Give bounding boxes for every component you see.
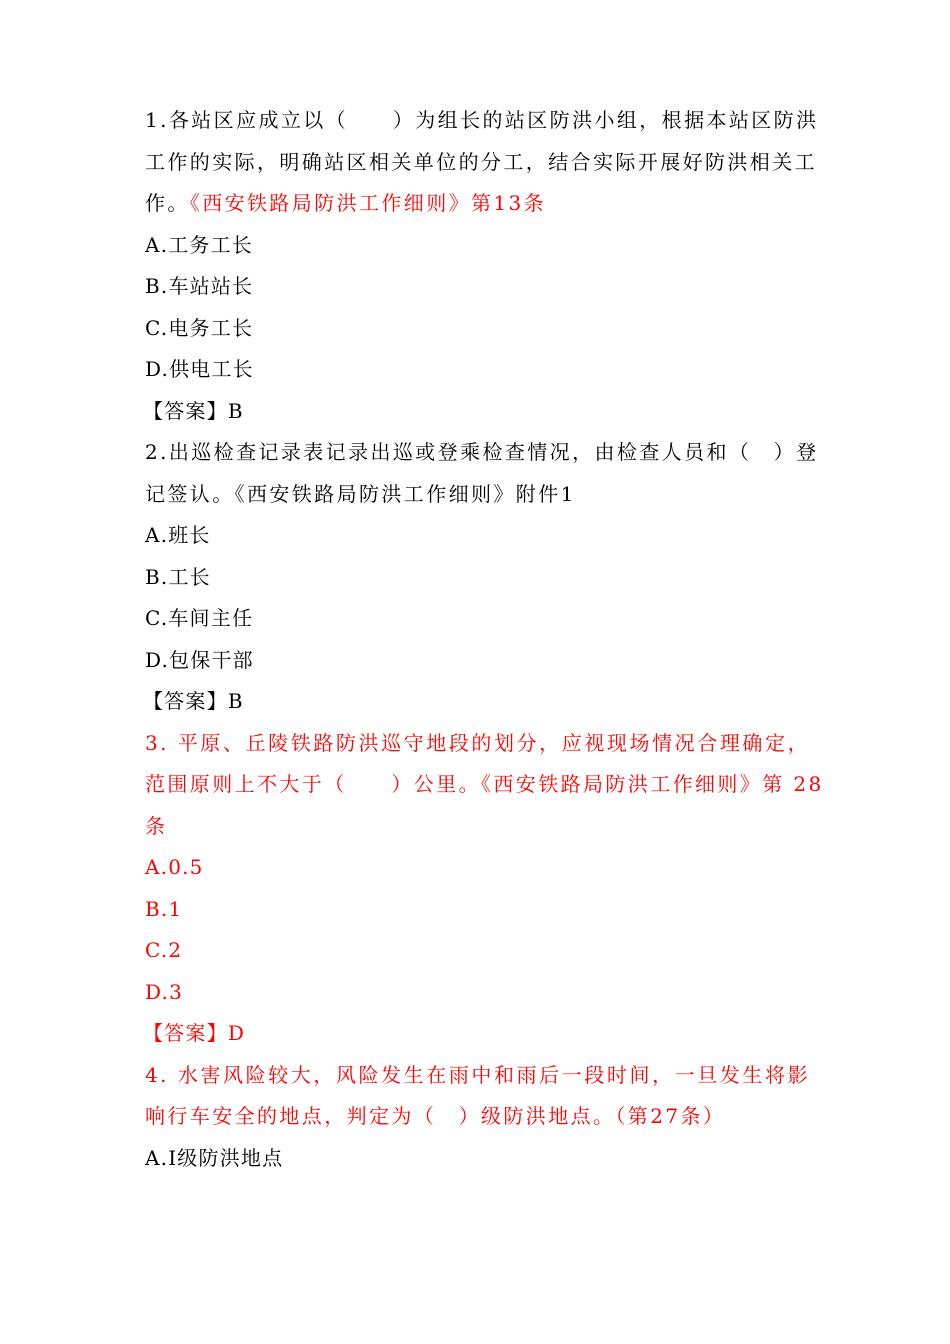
document-page (143, 100, 824, 1179)
answer-line (143, 391, 810, 433)
answer-line (143, 1013, 810, 1055)
answer-value: D (227, 1021, 246, 1045)
question-text-line: 2.出巡检查记录表记录出巡或登乘检查情况，由检查人员和（ ）登 (145, 440, 819, 464)
option-b: B.车站站长 (145, 274, 254, 298)
option-a: A.班长 (145, 523, 211, 547)
question-text-line: 1.各站区应成立以（ ）为组长的站区防洪小组，根据本站区防洪 (145, 108, 819, 132)
option-a: A.0.5 (145, 855, 204, 879)
option-d: D.包保干部 (145, 647, 254, 672)
option-b: B.1 (145, 896, 183, 921)
question-1 (145, 100, 819, 225)
answer-label: 【答案】 (143, 1021, 228, 1045)
answer-value: B (227, 689, 244, 713)
question-2 (145, 432, 819, 515)
question-text-tail: 作。 (145, 191, 190, 215)
option-b: B.工长 (145, 564, 211, 589)
question-text-line: 4. 水害风险较大，风险发生在雨中和雨后一段时间，一旦发生将影 (145, 1062, 810, 1087)
option-c: C.电务工长 (145, 315, 254, 340)
option-d: D.3 (145, 979, 184, 1004)
question-text-line: 条 (145, 813, 168, 838)
answer-label: 【答案】 (143, 398, 228, 423)
question-4 (145, 1055, 810, 1138)
answer-label: 【答案】 (143, 689, 228, 713)
option-c: C.车间主任 (145, 606, 254, 630)
question-3 (145, 723, 824, 848)
question-text-line: 工作的实际，明确站区相关单位的分工，结合实际开展好防洪相关工 (145, 149, 817, 174)
source-reference: 《西安铁路局防洪工作细则》第13条 (189, 191, 547, 215)
answer-value: B (227, 398, 244, 423)
question-text-line: 记签认。《西安铁路局防洪工作细则》附件1 (145, 481, 576, 506)
option-a: A.工务工长 (145, 232, 254, 257)
question-text-line: 3. 平原、丘陵铁路防洪巡守地段的划分，应视现场情况合理确定， (145, 730, 810, 755)
option-d: D.供电工长 (145, 357, 254, 381)
option-a: A.Ⅰ级防洪地点 (145, 1145, 284, 1170)
question-text-line: 范围原则上不大于（ ）公里。《西安铁路局防洪工作细则》第 28 (145, 772, 824, 796)
question-text-line (145, 183, 810, 225)
question-text-line: 响行车安全的地点，判定为（ ）级防洪地点。（第27条） (145, 1104, 726, 1128)
option-c: C.2 (145, 938, 183, 962)
answer-line (143, 681, 810, 723)
